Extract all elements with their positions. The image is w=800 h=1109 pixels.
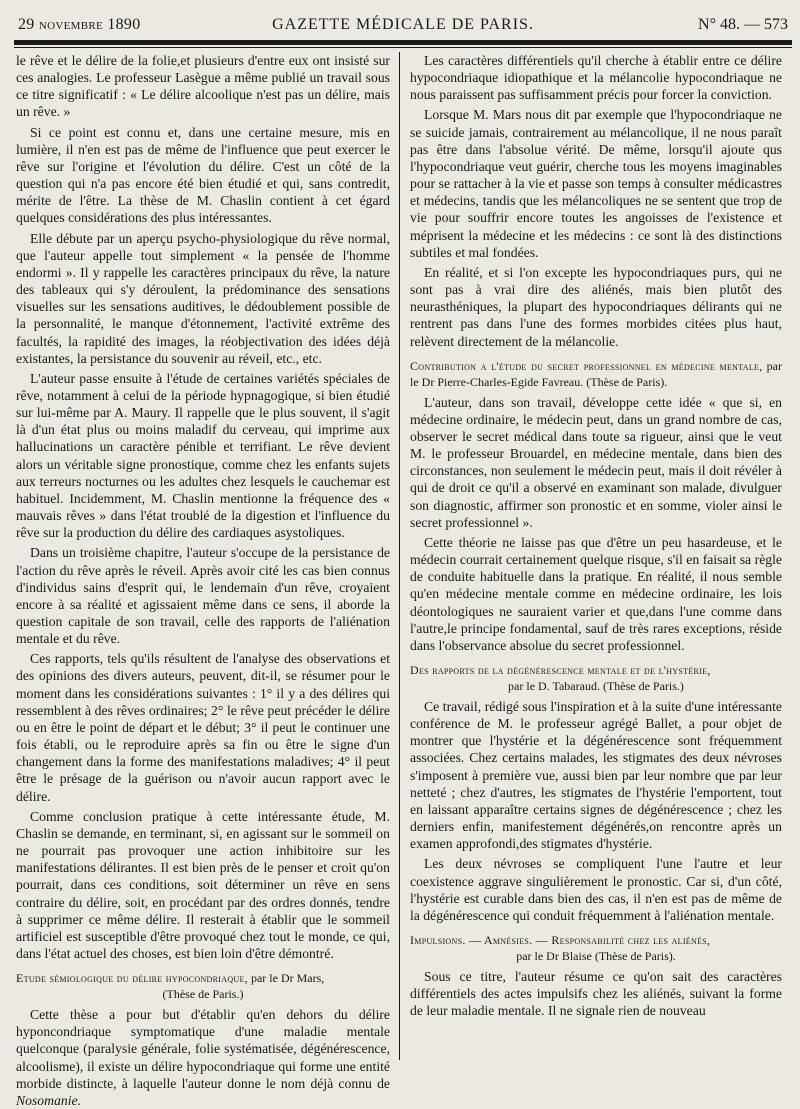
paragraph: Si ce point est connu et, dans une certaine mesure, mis en lumière, il n'en est pas de même de l'influence que peut exercer le rêve sur l'origine et l'évolution du délire. C'est un côté de la question qui n'a pas encore été bien étudié et qui, sans contredit, mérite de l'être. La thèse de M. Chaslin contient à cet égard quelques considérations des plus intéressantes. (16, 124, 390, 226)
section-source: (Thèse de Paris). (586, 374, 668, 389)
section-source: (Thèse de Paris.) (162, 987, 244, 1002)
section-author: par le Dr Mars, (250, 971, 325, 986)
section-title: Des rapports de la dégénérescence mentale et de l'hystérie, (410, 663, 711, 677)
paragraph: Elle débute par un aperçu psycho-physiologique du rêve normal, que l'auteur appelle tout simplement « la pensée de l'homme endormi ». Il y rappelle les caractères principaux du rêve, la nature des tableaux qui s'y déroulent, la prédominance des sensations visuelles sur les sensations auditives, le dédoublement possible de la personnalité, le manque d'étonnement, l'activité extrême des facultés, la rapidité des images, la réobjectivation des idées déjà existantes, la persistance du souvenir au réveil, etc., etc. (16, 230, 390, 366)
issue-page-number: N° 48. — 573 (698, 16, 788, 33)
paragraph: L'auteur passe ensuite à l'étude de certaines variétés spéciales de rêve, notamment à celui de la période hypnagogique, si bien étudié sur lui-même par A. Maury. Il rappelle que le plus souvent, il s'agit là d'un état plus ou moins maladif du cerveau, qui imprime aux hallucinations un caractère pénible et terrifiant. Le rêve devient alors un véritable signe pronostique, comme chez les enfants sujets aux terreurs nocturnes ou les adultes chez lesquels le cauchemar est habituel. Incidemment, M. Chaslin mentionne la fréquence des « mauvais rêves » dans l'état troublé de la digestion et l'influence du rêve sur la production du délire des cardiaques asystoliques. (16, 370, 390, 541)
paragraph: En réalité, et si l'on excepte les hypocondriaques purs, qui ne sont pas à vrai dire des aliénés, mais bien plutôt des neurasthéniques, la plupart des hypocondriaques délirants qui ne rentrent pas dans l'une des formes morbides citées plus haut, relèvent directement de la mélancolie. (410, 264, 782, 349)
section-heading (410, 662, 782, 694)
emphasized-term: Nosomanie. (16, 1092, 82, 1108)
paragraph: Les caractères différentiels qu'il cherche à établir entre ce délire hypocondriaque idiopathique et la mélancolie hypocondriaque ne nous paraissent pas suffisamment précis pour forcer la conviction. (410, 53, 782, 103)
column-divider (399, 52, 400, 1060)
paragraph: Ce travail, rédigé sous l'inspiration et à la suite d'une intéressante conférence de M. le professeur agrégé Ballet, a pour objet de montrer que l'hystérie et la dégénérescence sont fréquemment associées. Chez certains malades, les stigmates des deux névroses s'imposent à première vue, aussi bien par leur nombre que par leur netteté ; chez d'autres, les stigmates de l'hystérie l'emportent, tout en laissant apparaître certains signes de dégénérescence ; chez les derniers enfin, manifestement dégénérés,on rencontre après un examen approfondi,des stigmates d'hystérie. (410, 699, 782, 852)
paragraph: Dans un troisième chapitre, l'auteur s'occupe de la persistance de l'action du rêve après le réveil. Après avoir cité les cas bien connus d'individus sains d'esprit qui, le lendemain d'un rêve, croyaient encore à sa réalité et agissaient même dans ce sens, il aborde la question capitale de son travail, celle des rapports de l'aliénation mentale et du rêve. (16, 545, 390, 647)
section-heading (410, 358, 782, 390)
header-rule-thin (14, 47, 792, 48)
section-author: par le Dr Pierre-Charles-Egide Favreau. (410, 358, 782, 389)
section-title: Impulsions. — Amnésies. — Responsabilité chez les aliénés, (410, 933, 711, 948)
section-title: Contribution a l'étude du secret professionnel en médecine mentale, (410, 358, 763, 373)
paragraph: Sous ce titre, l'auteur résume ce qu'on sait des caractères différentiels des actes impulsifs chez les aliénés, suivant la forme de leur maladie mentale. Il ne signale rien de nouveau (410, 969, 782, 1019)
journal-title: GAZETTE MÉDICALE DE PARIS. (272, 16, 534, 33)
section-heading (410, 932, 782, 964)
section-title: Etude sémiologique du délire hypocondriaque, (16, 971, 248, 986)
page-header (18, 12, 788, 38)
paragraph: Lorsque M. Mars nous dit par exemple que l'hypocondriaque ne se suicide jamais, contrairement au mélancolique, il ne nous paraît pas être dans l'absolue vérité. De même, lorsqu'il ajoute qus l'hypocondriaque veut guérir, cherche tous les moyens imaginables pour se rattacher à la vie et passe son temps à consulter médicastres et médecins, tandis que les mélancoliques ne se sentent que trop de vie pour souffrir encore toutes les angoisses de l'existence et méprisent la médecine et les médecins : ce sont là des distinctions subtiles et mal fondées. (410, 107, 782, 260)
section-heading (16, 970, 390, 1002)
section-author: par le Dr Blaise (516, 949, 592, 964)
paragraph: Comme conclusion pratique à cette intéressante étude, M. Chaslin se demande, en terminant, si, en agissant sur le sommeil on ne pourrait pas provoquer une action inhibitoire sur les manifestations délirantes. Il est bien près de le penser et croit qu'on pourrait, dans ces conditions, soit déterminer un rêve en sens contraire du délire, soit, en procédant par des ordres donnés, tendre à supprimer ce même délire. Il resterait à établir que le sommeil artificiel est susceptible d'être provoqué chez tout le monde, ce qui, dans l'état actuel des choses, est bien loin d'être démontré. (16, 808, 390, 961)
issue-date: 29 novembre 1890 (18, 16, 141, 33)
right-column (410, 52, 782, 1062)
paragraph: L'auteur, dans son travail, développe cette idée « que si, en médecine ordinaire, le médecin peut, dans un grand nombre de cas, observer le secret médical dans toute sa rigueur, ainsi que le veut M. le professeur Brouardel, en médecine mentale, dans bien des circonstances, non seulement le médecin peut, mais il doit révéler à qui de droit ce qu'il a observé en examinant son malade, divulguer son diagnostic, affirmer son pronostic et en somme, violer ainsi le secret professionnel ». (410, 394, 782, 530)
paragraph: le rêve et le délire de la folie,et plusieurs d'entre eux ont insisté sur ces analogies. Le professeur Lasègue a même publié un travail sous ce titre significatif : « Le délire alcoolique n'est pas un délire, mais un rêve. » (16, 53, 390, 120)
section-source: (Thèse de Paris). (594, 949, 676, 964)
paragraph (16, 1006, 390, 1109)
section-author: par le D. Tabaraud. (508, 679, 600, 693)
paragraph-text: Cette thèse a pour but d'établir qu'en dehors du délire hyponcondriaque symptomatique d'une maladie mentale quelconque (paralysie générale, folie systématisée, dégénérescence, alcoolisme), il existe un délire hypocondriaque qui forme une entité morbide distincte, à laquelle l'auteur donne le nom déjà connu de (16, 1007, 390, 1091)
paragraph: Ces rapports, tels qu'ils résultent de l'analyse des observations et des opinions des divers auteurs, peuvent, dit-il, se résumer pour le moment dans les considérations suivantes : 1° il y a des délires qui ressemblent à des rêves ordinaires; 2° le rêve peut précéder le délire ou en être le point de départ et le début; 3° il peut le continuer une fois établi, ou le reproduire après sa fin ou être le signe d'un changement dans la forme des manifestations maladives; 4° il peut être le présage de la guérison ou n'avoir aucun rapport avec le délire. (16, 651, 390, 804)
section-source: (Thèse de Paris.) (602, 679, 684, 693)
paragraph: Les deux névroses se compliquent l'une l'autre et leur coexistence aggrave singulièrement le pronostic. Car si, d'un côté, l'hystérie est curable dans bien des cas, il n'en est pas de même de la dégénérescence qui conduit fréquemment à l'aliénation mentale. (410, 856, 782, 923)
paragraph: Cette théorie ne laisse pas que d'être un peu hasardeuse, et le médecin courrait certainement quelque risque, s'il en faisait sa règle de conduite habituelle dans la pratique. En réalité, il nous semble qu'en médecine mentale comme en médecine ordinaire, les lois déontologiques ne sauraient varier et que,dans l'une comme dans l'autre,le principe fondamental, sauf de très rares exceptions, réside dans l'observance absolue du secret professionnel. (410, 534, 782, 653)
left-column (16, 52, 390, 1108)
header-rule-thick (14, 40, 792, 45)
